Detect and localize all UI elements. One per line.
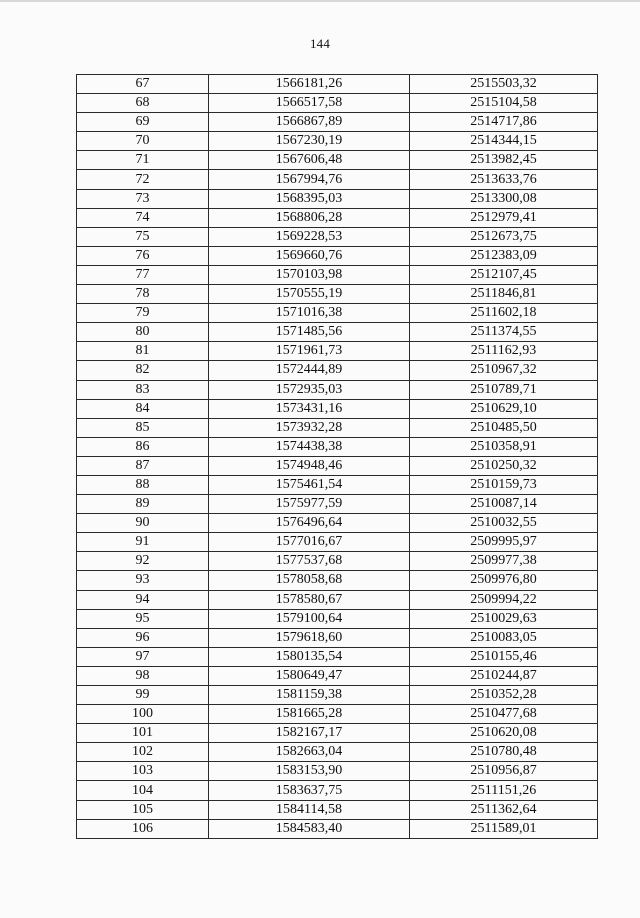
y-coordinate-cell: 2511602,18 bbox=[410, 304, 598, 323]
table-row bbox=[77, 571, 598, 590]
y-coordinate-cell: 2513300,08 bbox=[410, 189, 598, 208]
table-row bbox=[77, 724, 598, 743]
point-number-cell: 83 bbox=[77, 380, 209, 399]
table-row bbox=[77, 342, 598, 361]
point-number-cell: 98 bbox=[77, 666, 209, 685]
y-coordinate-cell: 2509976,80 bbox=[410, 571, 598, 590]
y-coordinate-cell: 2512673,75 bbox=[410, 227, 598, 246]
y-coordinate-cell: 2515104,58 bbox=[410, 94, 598, 113]
y-coordinate-cell: 2510358,91 bbox=[410, 437, 598, 456]
x-coordinate-cell: 1570103,98 bbox=[209, 265, 410, 284]
table-row bbox=[77, 552, 598, 571]
point-number-cell: 95 bbox=[77, 609, 209, 628]
x-coordinate-cell: 1569228,53 bbox=[209, 227, 410, 246]
table-row bbox=[77, 437, 598, 456]
y-coordinate-cell: 2510967,32 bbox=[410, 361, 598, 380]
x-coordinate-cell: 1578058,68 bbox=[209, 571, 410, 590]
table-row bbox=[77, 628, 598, 647]
x-coordinate-cell: 1579618,60 bbox=[209, 628, 410, 647]
point-number-cell: 103 bbox=[77, 762, 209, 781]
y-coordinate-cell: 2510159,73 bbox=[410, 475, 598, 494]
y-coordinate-cell: 2511374,55 bbox=[410, 323, 598, 342]
x-coordinate-cell: 1577537,68 bbox=[209, 552, 410, 571]
point-number-cell: 78 bbox=[77, 285, 209, 304]
y-coordinate-cell: 2509995,97 bbox=[410, 533, 598, 552]
coordinates-table bbox=[76, 74, 598, 839]
point-number-cell: 77 bbox=[77, 265, 209, 284]
point-number-cell: 90 bbox=[77, 514, 209, 533]
table-row bbox=[77, 151, 598, 170]
y-coordinate-cell: 2510032,55 bbox=[410, 514, 598, 533]
x-coordinate-cell: 1581665,28 bbox=[209, 705, 410, 724]
point-number-cell: 91 bbox=[77, 533, 209, 552]
table-row bbox=[77, 304, 598, 323]
y-coordinate-cell: 2510780,48 bbox=[410, 743, 598, 762]
point-number-cell: 69 bbox=[77, 113, 209, 132]
x-coordinate-cell: 1572935,03 bbox=[209, 380, 410, 399]
point-number-cell: 75 bbox=[77, 227, 209, 246]
y-coordinate-cell: 2511846,81 bbox=[410, 285, 598, 304]
point-number-cell: 73 bbox=[77, 189, 209, 208]
x-coordinate-cell: 1577016,67 bbox=[209, 533, 410, 552]
y-coordinate-cell: 2510244,87 bbox=[410, 666, 598, 685]
table-row bbox=[77, 380, 598, 399]
y-coordinate-cell: 2510629,10 bbox=[410, 399, 598, 418]
table-row bbox=[77, 590, 598, 609]
coordinates-table-body bbox=[77, 75, 598, 839]
table-row bbox=[77, 647, 598, 666]
point-number-cell: 97 bbox=[77, 647, 209, 666]
table-row bbox=[77, 533, 598, 552]
point-number-cell: 106 bbox=[77, 819, 209, 838]
table-row bbox=[77, 456, 598, 475]
point-number-cell: 67 bbox=[77, 75, 209, 94]
x-coordinate-cell: 1566181,26 bbox=[209, 75, 410, 94]
y-coordinate-cell: 2509994,22 bbox=[410, 590, 598, 609]
x-coordinate-cell: 1571485,56 bbox=[209, 323, 410, 342]
x-coordinate-cell: 1584114,58 bbox=[209, 800, 410, 819]
x-coordinate-cell: 1569660,76 bbox=[209, 246, 410, 265]
x-coordinate-cell: 1571016,38 bbox=[209, 304, 410, 323]
point-number-cell: 100 bbox=[77, 705, 209, 724]
y-coordinate-cell: 2511362,64 bbox=[410, 800, 598, 819]
point-number-cell: 87 bbox=[77, 456, 209, 475]
table-row bbox=[77, 743, 598, 762]
point-number-cell: 96 bbox=[77, 628, 209, 647]
y-coordinate-cell: 2514717,86 bbox=[410, 113, 598, 132]
x-coordinate-cell: 1573431,16 bbox=[209, 399, 410, 418]
table-row bbox=[77, 94, 598, 113]
point-number-cell: 72 bbox=[77, 170, 209, 189]
x-coordinate-cell: 1574948,46 bbox=[209, 456, 410, 475]
table-row bbox=[77, 781, 598, 800]
y-coordinate-cell: 2510155,46 bbox=[410, 647, 598, 666]
point-number-cell: 104 bbox=[77, 781, 209, 800]
table-row bbox=[77, 285, 598, 304]
y-coordinate-cell: 2510620,08 bbox=[410, 724, 598, 743]
point-number-cell: 85 bbox=[77, 418, 209, 437]
y-coordinate-cell: 2510083,05 bbox=[410, 628, 598, 647]
x-coordinate-cell: 1574438,38 bbox=[209, 437, 410, 456]
y-coordinate-cell: 2510956,87 bbox=[410, 762, 598, 781]
page-number: 144 bbox=[309, 36, 331, 51]
table-row bbox=[77, 762, 598, 781]
point-number-cell: 89 bbox=[77, 495, 209, 514]
x-coordinate-cell: 1583153,90 bbox=[209, 762, 410, 781]
x-coordinate-cell: 1584583,40 bbox=[209, 819, 410, 838]
table-row bbox=[77, 227, 598, 246]
x-coordinate-cell: 1572444,89 bbox=[209, 361, 410, 380]
point-number-cell: 80 bbox=[77, 323, 209, 342]
x-coordinate-cell: 1580135,54 bbox=[209, 647, 410, 666]
table-row bbox=[77, 609, 598, 628]
table-row bbox=[77, 495, 598, 514]
point-number-cell: 81 bbox=[77, 342, 209, 361]
point-number-cell: 70 bbox=[77, 132, 209, 151]
x-coordinate-cell: 1568395,03 bbox=[209, 189, 410, 208]
y-coordinate-cell: 2510789,71 bbox=[410, 380, 598, 399]
point-number-cell: 93 bbox=[77, 571, 209, 590]
table-row bbox=[77, 800, 598, 819]
point-number-cell: 92 bbox=[77, 552, 209, 571]
table-row bbox=[77, 475, 598, 494]
table-row bbox=[77, 686, 598, 705]
point-number-cell: 105 bbox=[77, 800, 209, 819]
x-coordinate-cell: 1575461,54 bbox=[209, 475, 410, 494]
x-coordinate-cell: 1573932,28 bbox=[209, 418, 410, 437]
x-coordinate-cell: 1566517,58 bbox=[209, 94, 410, 113]
x-coordinate-cell: 1567230,19 bbox=[209, 132, 410, 151]
y-coordinate-cell: 2512107,45 bbox=[410, 265, 598, 284]
x-coordinate-cell: 1582663,04 bbox=[209, 743, 410, 762]
table-row bbox=[77, 399, 598, 418]
x-coordinate-cell: 1570555,19 bbox=[209, 285, 410, 304]
y-coordinate-cell: 2510352,28 bbox=[410, 686, 598, 705]
y-coordinate-cell: 2513633,76 bbox=[410, 170, 598, 189]
table-row bbox=[77, 819, 598, 838]
point-number-cell: 102 bbox=[77, 743, 209, 762]
x-coordinate-cell: 1568806,28 bbox=[209, 208, 410, 227]
point-number-cell: 101 bbox=[77, 724, 209, 743]
x-coordinate-cell: 1567994,76 bbox=[209, 170, 410, 189]
x-coordinate-cell: 1575977,59 bbox=[209, 495, 410, 514]
y-coordinate-cell: 2510029,63 bbox=[410, 609, 598, 628]
table-row bbox=[77, 170, 598, 189]
y-coordinate-cell: 2510087,14 bbox=[410, 495, 598, 514]
table-row bbox=[77, 418, 598, 437]
point-number-cell: 99 bbox=[77, 686, 209, 705]
x-coordinate-cell: 1566867,89 bbox=[209, 113, 410, 132]
table-row bbox=[77, 189, 598, 208]
y-coordinate-cell: 2510485,50 bbox=[410, 418, 598, 437]
y-coordinate-cell: 2511151,26 bbox=[410, 781, 598, 800]
x-coordinate-cell: 1583637,75 bbox=[209, 781, 410, 800]
point-number-cell: 88 bbox=[77, 475, 209, 494]
y-coordinate-cell: 2512979,41 bbox=[410, 208, 598, 227]
y-coordinate-cell: 2514344,15 bbox=[410, 132, 598, 151]
table-row bbox=[77, 361, 598, 380]
point-number-cell: 71 bbox=[77, 151, 209, 170]
point-number-cell: 84 bbox=[77, 399, 209, 418]
x-coordinate-cell: 1571961,73 bbox=[209, 342, 410, 361]
point-number-cell: 79 bbox=[77, 304, 209, 323]
x-coordinate-cell: 1582167,17 bbox=[209, 724, 410, 743]
y-coordinate-cell: 2511589,01 bbox=[410, 819, 598, 838]
table-row bbox=[77, 514, 598, 533]
table-row bbox=[77, 323, 598, 342]
table-row bbox=[77, 666, 598, 685]
table-row bbox=[77, 705, 598, 724]
table-row bbox=[77, 132, 598, 151]
point-number-cell: 68 bbox=[77, 94, 209, 113]
point-number-cell: 76 bbox=[77, 246, 209, 265]
x-coordinate-cell: 1576496,64 bbox=[209, 514, 410, 533]
y-coordinate-cell: 2513982,45 bbox=[410, 151, 598, 170]
page-edge bbox=[0, 0, 640, 2]
x-coordinate-cell: 1581159,38 bbox=[209, 686, 410, 705]
y-coordinate-cell: 2512383,09 bbox=[410, 246, 598, 265]
y-coordinate-cell: 2515503,32 bbox=[410, 75, 598, 94]
x-coordinate-cell: 1579100,64 bbox=[209, 609, 410, 628]
point-number-cell: 86 bbox=[77, 437, 209, 456]
y-coordinate-cell: 2511162,93 bbox=[410, 342, 598, 361]
point-number-cell: 74 bbox=[77, 208, 209, 227]
table-row bbox=[77, 113, 598, 132]
x-coordinate-cell: 1580649,47 bbox=[209, 666, 410, 685]
y-coordinate-cell: 2510477,68 bbox=[410, 705, 598, 724]
y-coordinate-cell: 2510250,32 bbox=[410, 456, 598, 475]
table-row bbox=[77, 75, 598, 94]
x-coordinate-cell: 1578580,67 bbox=[209, 590, 410, 609]
x-coordinate-cell: 1567606,48 bbox=[209, 151, 410, 170]
table-row bbox=[77, 265, 598, 284]
table-row bbox=[77, 208, 598, 227]
point-number-cell: 82 bbox=[77, 361, 209, 380]
y-coordinate-cell: 2509977,38 bbox=[410, 552, 598, 571]
point-number-cell: 94 bbox=[77, 590, 209, 609]
table-row bbox=[77, 246, 598, 265]
